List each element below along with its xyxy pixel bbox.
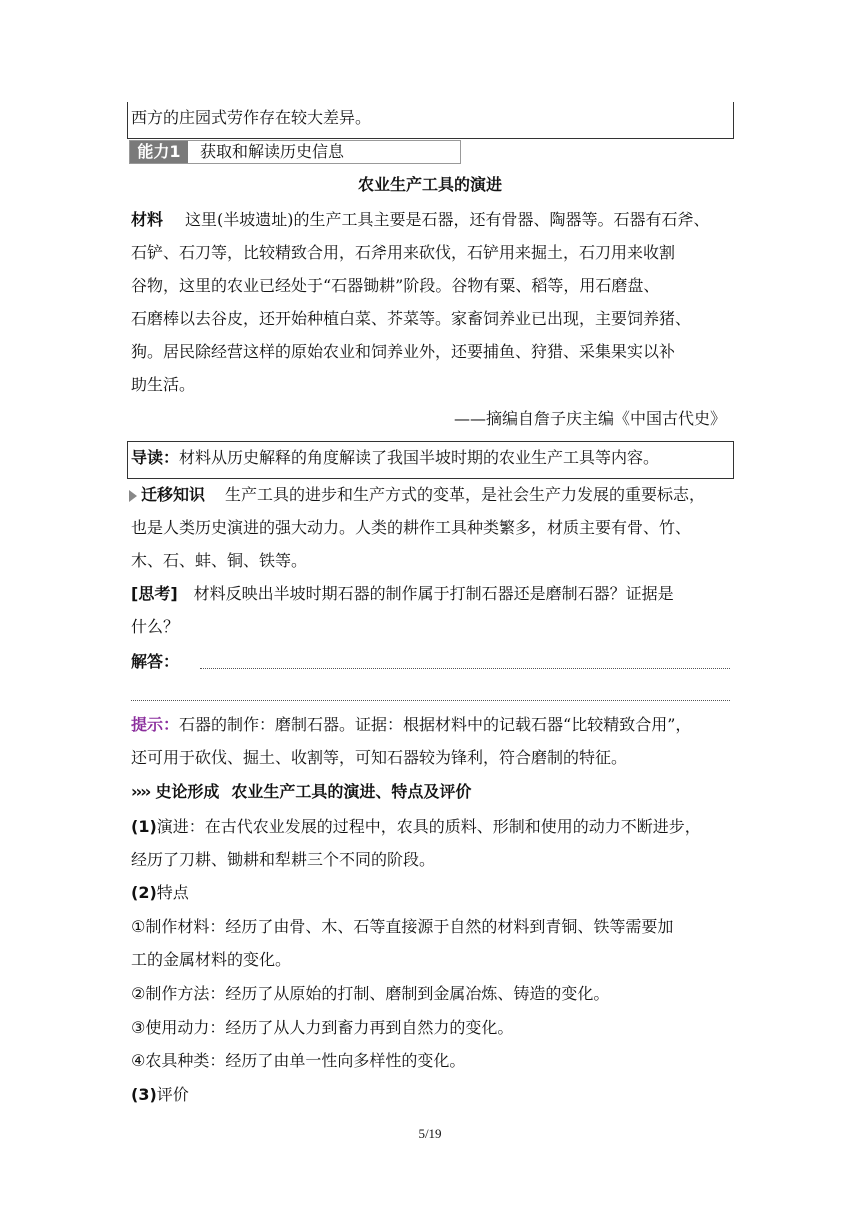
item-1-line-2: 工的金属材料的变化。: [131, 950, 292, 969]
answer-label: 解答：: [131, 652, 180, 671]
think-line-1: [131, 583, 674, 605]
point-1-text-1: 演进：在古代农业发展的过程中，农具的质料、形制和使用的动力不断进步，: [156, 817, 701, 836]
point-1-line-2: 经历了刀耕、锄耕和犁耕三个不同的阶段。: [131, 850, 436, 869]
transfer-line-2: 也是人类历史演进的强大动力。人类的耕作工具种类繁多，材质主要有骨、竹、: [131, 518, 692, 537]
point-3-text: 评价: [156, 1085, 189, 1104]
think-label: [思考]: [131, 584, 178, 603]
ability-separator: [190, 141, 192, 163]
material-line-6: 助生活。: [131, 375, 196, 394]
material-line-2: 石铲、石刀等，比较精致合用，石斧用来砍伐，石铲用来掘土，石刀用来收割: [131, 243, 676, 262]
material-source: ——摘编自詹子庆主编《中国古代史》: [453, 409, 726, 428]
think-text-1: 材料反映出半坡时期石器的制作属于打制石器还是磨制石器？证据是: [193, 584, 674, 603]
point-1-line-1: [131, 816, 701, 838]
point-2-label: (2): [131, 883, 157, 902]
ability-title: 获取和解读历史信息: [200, 142, 345, 161]
theory-label: 史论形成: [155, 782, 220, 801]
ability-banner: [129, 140, 461, 164]
point-2-text: 特点: [156, 883, 189, 902]
material-line-4: 石磨棒以去谷皮，还开始种植白菜、芥菜等。家畜饲养业已出现，主要饲养猪、: [131, 309, 692, 328]
material-text-1: 这里(半坡遗址)的生产工具主要是石器，还有骨器、陶器等。石器有石斧、: [185, 210, 710, 229]
guide-label: 导读：: [131, 448, 180, 467]
guide-text: 材料从历史解释的角度解读了我国半坡时期的农业生产工具等内容。: [179, 448, 660, 467]
answer-blank-2: [131, 700, 730, 701]
section-title: 农业生产工具的演进: [357, 175, 502, 194]
point-3-label: (3): [131, 1085, 157, 1104]
play-arrow-icon: [129, 490, 137, 502]
point-3-line: [131, 1084, 189, 1106]
transfer-line-1: [129, 484, 705, 506]
ability-tag: 能力1: [130, 141, 188, 163]
material-line-1: [131, 209, 710, 231]
transfer-label: 迁移知识: [141, 485, 206, 504]
item-4: ④农具种类：经历了由单一性向多样性的变化。: [131, 1051, 466, 1070]
item-1-line-1: ①制作材料：经历了由骨、木、石等直接源于自然的材料到青铜、铁等需要加: [131, 917, 674, 936]
point-2-line: [131, 882, 189, 904]
hint-line-2: 还可用于砍伐、掘土、收割等，可知石器较为锋利，符合磨制的特征。: [131, 748, 628, 767]
material-line-3: 谷物，这里的农业已经处于“石器锄耕”阶段。谷物有粟、稻等，用石磨盘、: [131, 276, 660, 295]
theory-heading: [131, 781, 471, 803]
item-2: ②制作方法：经历了从原始的打制、磨制到金属冶炼、铸造的变化。: [131, 984, 610, 1003]
transfer-text-1: 生产工具的进步和生产方式的变革，是社会生产力发展的重要标志，: [225, 485, 706, 504]
chevrons-icon: ››››: [131, 782, 150, 801]
page-number: 5/19: [418, 1126, 442, 1141]
item-3: ③使用动力：经历了从人力到畜力再到自然力的变化。: [131, 1018, 514, 1037]
point-1-label: (1): [131, 817, 157, 836]
hint-line-1: [131, 714, 691, 736]
material-line-5: 狗。居民除经营这样的原始农业和饲养业外，还要捕鱼、狩猎、采集果实以补: [131, 342, 676, 361]
top-box-text: 西方的庄园式劳作存在较大差异。: [131, 108, 372, 127]
answer-blank-1: [200, 668, 730, 669]
guide-line: [131, 447, 659, 469]
hint-label: 提示：: [131, 715, 180, 734]
theory-title: 农业生产工具的演进、特点及评价: [231, 782, 472, 801]
material-label: 材料: [131, 210, 164, 229]
think-line-2: 什么？: [131, 617, 180, 636]
transfer-line-3: 木、石、蚌、铜、铁等。: [131, 551, 308, 570]
hint-text-1: 石器的制作：磨制石器。证据：根据材料中的记载石器“比较精致合用”，: [179, 715, 692, 734]
